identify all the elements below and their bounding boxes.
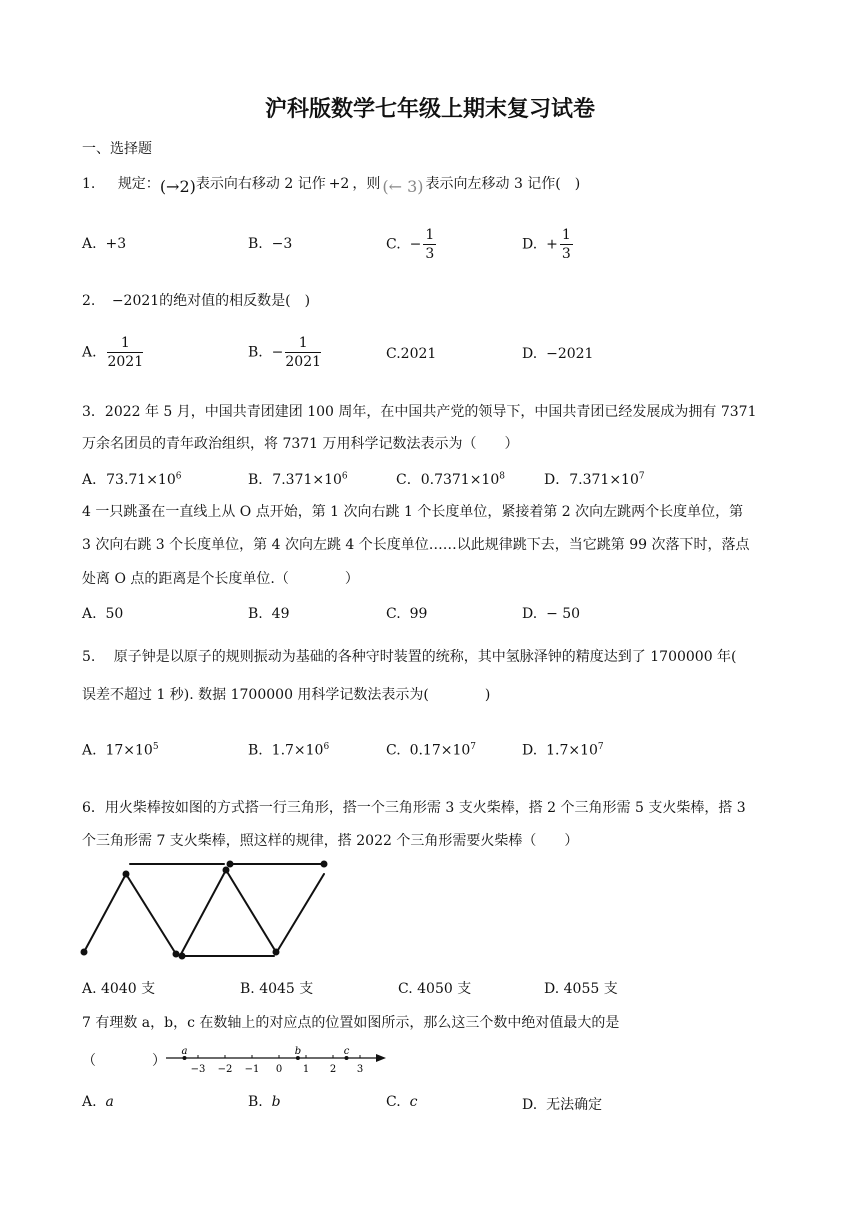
question-6-line-2: 个三角形需 7 支火柴棒，照这样的规律，搭 2022 个三角形需要火柴棒（ ） (82, 833, 579, 849)
option-b[interactable]: B. − $\frac{1}{2021}$ (248, 335, 322, 370)
tick-label: −1 (244, 1064, 260, 1075)
tick-label: −3 (190, 1064, 206, 1075)
question-5-line-2: 误差不超过 1 秒). 数据 1700000 用科学记数法表示为( ) (82, 687, 491, 703)
tick-label: 3 (356, 1064, 364, 1075)
option-b[interactable]: B. b (248, 1094, 281, 1110)
option-c[interactable]: C. c (386, 1094, 418, 1110)
option-c[interactable]: C. $0.17\times 10^7$ (386, 742, 477, 759)
option-d[interactable]: D．$7.371\times 10^7$ (544, 471, 645, 488)
option-b[interactable]: B. $1.7\times 10^6$ (248, 742, 330, 759)
question-7-line-1: 7 有理数 a，b，c 在数轴上的对应点的位置如图所示，那么这三个数中绝对值最大的是 (82, 1015, 620, 1031)
match-head (228, 862, 233, 867)
match-head (224, 868, 229, 873)
matchstick (180, 870, 226, 956)
option-d[interactable]: D. − 50 (522, 606, 581, 622)
option-b[interactable]: B．$7.371\times 10^6$ (248, 471, 348, 488)
option-b[interactable]: B. 4045 支 (240, 981, 314, 997)
option-d[interactable]: D. $1.7\times 10^7$ (522, 742, 604, 759)
fraction: $\frac{1}{2021}$ (107, 335, 144, 370)
option-b[interactable]: B. −3 (248, 236, 293, 252)
tick-label: 2 (329, 1064, 337, 1075)
option-c[interactable]: C．$0.7371\times 10^8$ (396, 471, 505, 488)
point-label: b (294, 1046, 302, 1057)
match-head (274, 950, 279, 955)
question-3-line-2: 万余名团员的青年政治组织，将 7371 万用科学记数法表示为（ ） (82, 436, 519, 452)
tick-label: −2 (217, 1064, 233, 1075)
option-c[interactable]: C. 4050 支 (398, 981, 472, 997)
fraction: $\frac{1}{3}$ (425, 227, 435, 262)
question-1: 1. 规定：(→2)表示向右移动 2 记作 +2 ，则 (← 3) 表示向左移动 3 记作( ) (82, 176, 581, 196)
option-a[interactable]: A. $17\times 10^5$ (82, 742, 159, 759)
fraction: $\frac{1}{3}$ (561, 227, 571, 262)
question-3-line-1: 3．2022 年 5 月，中国共青团建团 100 周年，在中国共产党的领导下，中国共青团已经发展成为拥有 7371 (82, 404, 757, 420)
question-6-line-1: 6．用火柴棒按如图的方式搭一行三角形，搭一个三角形需 3 支火柴棒，搭 2 个三角形需 5 支火柴棒，搭 3 (82, 800, 746, 816)
tick-label: 0 (275, 1064, 283, 1075)
option-d[interactable]: D. −2021 (522, 346, 594, 362)
option-a[interactable]: A. $\frac{1}{2021}$ (82, 335, 144, 370)
match-head (174, 952, 179, 957)
point-label: c (343, 1046, 350, 1057)
match-head (322, 862, 327, 867)
matchstick-triangles-figure (78, 856, 334, 962)
option-c[interactable]: C. 99 (386, 606, 428, 622)
question-number: 1. (82, 176, 96, 192)
answer-paren: （ ） (82, 1053, 166, 1069)
option-d[interactable]: D. 4055 支 (544, 981, 618, 997)
option-b[interactable]: B. 49 (248, 606, 290, 622)
matchstick (226, 870, 276, 952)
match-head (180, 954, 185, 959)
notation-right: (→2) (159, 177, 196, 196)
option-c[interactable]: C. − $\frac{1}{3}$ (386, 227, 435, 262)
section-heading: 一、选择题 (82, 141, 152, 157)
fraction: $\frac{1}{2021}$ (285, 335, 322, 370)
option-a[interactable]: A. 50 (82, 606, 124, 622)
matchstick (278, 874, 324, 950)
question-4-line-1: 4 一只跳蚤在一直线上从 O 点开始，第 1 次向右跳 1 个长度单位，紧接着第 2 次向左跳两个长度单位，第 (82, 504, 744, 520)
question-4-line-2: 3 次向右跳 3 个长度单位，第 4 次向左跳 4 个长度单位……以此规律跳下去，当它跳第 99 次落下时，落点 (82, 537, 750, 553)
number-line (164, 1044, 390, 1078)
match-head (82, 950, 87, 955)
question-5-line-1: 5. 原子钟是以原子的规则振动为基础的各种守时装置的统称，其中氢脉泽钟的精度达到了 1700000 年( (82, 649, 737, 665)
tick-label: 1 (302, 1064, 310, 1075)
option-d[interactable]: D. + $\frac{1}{3}$ (522, 227, 571, 262)
match-head (124, 872, 129, 877)
question-2: 2. −2021的绝对值的相反数是( ) (82, 293, 311, 309)
question-4-line-3: 处离 O 点的距离是个长度单位.（ ） (82, 571, 359, 587)
option-d[interactable]: D. 无法确定 (522, 1097, 603, 1113)
notation-left: (← 3) (382, 177, 424, 196)
point-label: a (181, 1046, 188, 1057)
option-a[interactable]: A．$73.71\times 10^6$ (82, 471, 182, 488)
matchstick (84, 874, 126, 952)
option-c[interactable]: C.2021 (386, 346, 437, 362)
option-a[interactable]: A. a (82, 1094, 114, 1110)
matchstick (126, 874, 176, 954)
option-a[interactable]: A. +3 (82, 236, 127, 252)
page-title: 沪科版数学七年级上期末复习试卷 (264, 97, 595, 122)
question-number: 2. (82, 293, 96, 309)
axis-arrow (376, 1054, 386, 1062)
option-a[interactable]: A. 4040 支 (82, 981, 156, 997)
